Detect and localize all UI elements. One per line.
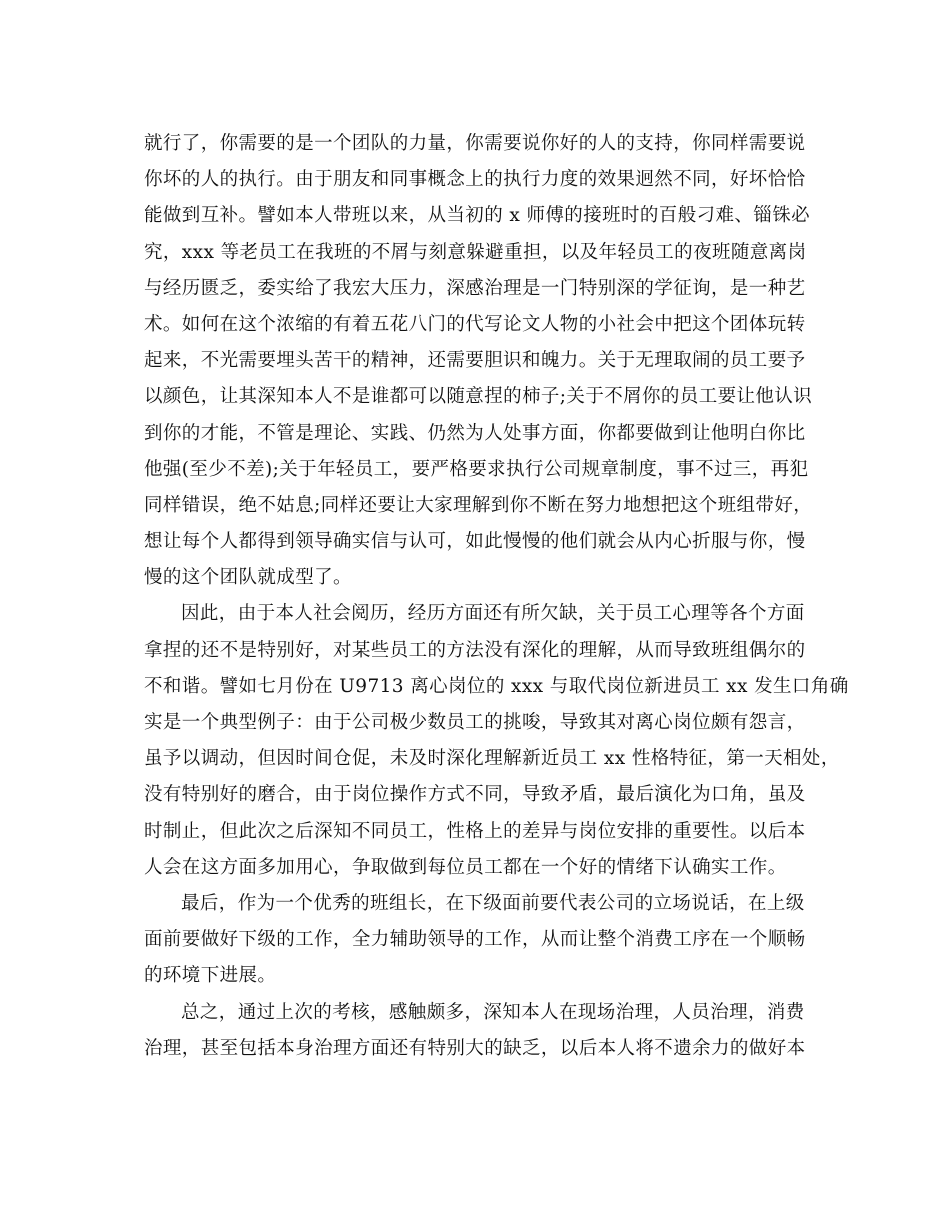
text-line: 的环境下进展。 (144, 965, 277, 987)
text-line: 能做到互补。譬如本人带班以来，从当初的 x 师傅的接班时的百般刁难、锱铢必 (144, 205, 810, 227)
text-line: 时制止，但此次之后深知不同员工，性格上的差异与岗位安排的重要性。以后本 (144, 820, 806, 842)
text-line: 实是一个典型例子：由于公司极少数员工的挑唆，导致其对离心岗位颇有怨言， (144, 712, 806, 733)
text-line: 虽予以调动，但因时间仓促，未及时深化理解新近员工 xx 性格特征，第一天相处， (144, 748, 840, 770)
text-line: 究，xxx 等老员工在我班的不屑与刻意躲避重担，以及年轻员工的夜班随意离岗 (144, 241, 807, 263)
text-line: 起来，不光需要埋头苦干的精神，还需要胆识和魄力。关于无理取闹的员工要予 (144, 350, 806, 372)
text-line: 就行了，你需要的是一个团队的力量，你需要说你好的人的支持，你同样需要说 (144, 133, 806, 154)
text-line: 同样错误，绝不姑息;同样还要让大家理解到你不断在努力地想把这个班组带好， (144, 494, 813, 516)
paragraph-start-line: 总之，通过上次的考核，感触颇多，深知本人在现场治理，人员治理，消费 (181, 1001, 805, 1023)
text-line: 到你的才能，不管是理论、实践、仍然为人处事方面，你都要做到让他明白你比 (144, 422, 806, 444)
text-line: 术。如何在这个浓缩的有着五花八门的代写论文人物的小社会中把这个团体玩转 (144, 313, 806, 335)
paragraph-start-line: 最后，作为一个优秀的班组长，在下级面前要代表公司的立场说话，在上级 (181, 892, 805, 914)
text-line: 想让每个人都得到领导确实信与认可，如此慢慢的他们就会从内心折服与你，慢 (144, 531, 806, 553)
text-line: 拿捏的还不是特别好，对某些员工的方法没有深化的理解，从而导致班组偶尔的 (144, 639, 806, 661)
text-line: 你坏的人的执行。由于朋友和同事概念上的执行力度的效果迥然不同，好坏恰恰 (144, 169, 806, 191)
text-line: 他强(至少不差);关于年轻员工，要严格要求执行公司规章制度，事不过三，再犯 (144, 458, 809, 480)
text-line: 不和谐。譬如七月份在 U9713 离心岗位的 xxx 与取代岗位新进员工 xx 发生口角确 (144, 675, 849, 697)
text-line: 没有特别好的磨合，由于岗位操作方式不同，导致矛盾，最后演化为口角，虽及 (144, 784, 806, 806)
text-line: 面前要做好下级的工作，全力辅助领导的工作，从而让整个消费工序在一个顺畅 (144, 929, 806, 951)
text-line: 慢的这个团队就成型了。 (144, 567, 352, 589)
text-line: 与经历匮乏，委实给了我宏大压力，深感治理是一门特别深的学征询，是一种艺 (144, 277, 806, 299)
text-line: 治理，甚至包括本身治理方面还有特别大的缺乏，以后本人将不遗余力的做好本 (144, 1037, 806, 1059)
paragraph-start-line: 因此，由于本人社会阅历，经历方面还有所欠缺，关于员工心理等各个方面 (181, 603, 805, 625)
document-body (144, 126, 849, 1067)
text-line: 以颜色，让其深知本人不是谁都可以随意捏的柿子;关于不屑你的员工要让他认识 (144, 386, 813, 408)
text-line: 人会在这方面多加用心，争取做到每位员工都在一个好的情绪下认确实工作。 (144, 856, 787, 878)
